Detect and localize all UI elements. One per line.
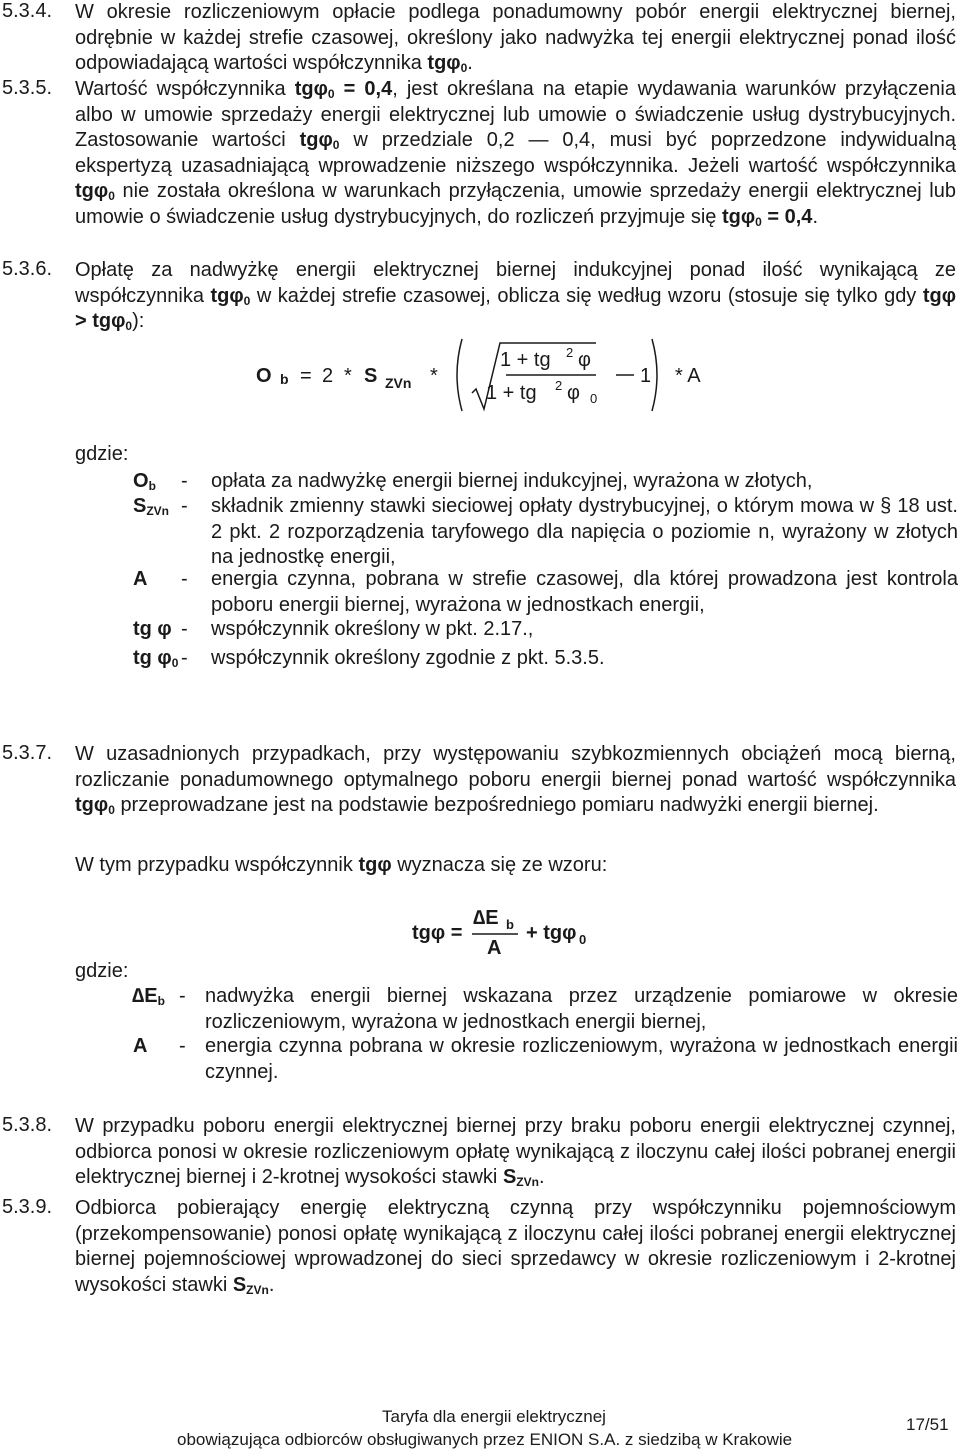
section-number: 5.3.6. (2, 258, 53, 280)
subscript: 0 (125, 319, 133, 334)
definition-dash: - (179, 1035, 186, 1057)
text-run: W tym przypadku współczynnik (75, 854, 353, 876)
subscript: 0 (332, 138, 340, 153)
bold-symbol: tgφ (75, 794, 109, 817)
definition-text: współczynnik określony zgodnie z pkt. 5.3.5. (211, 647, 605, 669)
formula-number: 2 (322, 365, 334, 387)
formula-denominator: 1 + tg (486, 382, 537, 404)
section-5-3-7-paragraph-2 (75, 853, 958, 879)
subscript: 0 (171, 656, 179, 670)
formula-symbol: S (364, 365, 378, 387)
subscript: 0 (460, 61, 468, 76)
text-run: Odbiorca pobierający energię elektryczną czynną przy współczynniku pojemnościowym (przekompensowanie) ponosi opłatę wynikającą z iloczynu całej ilości pobranej energii elektrycznej biernej pojemnościowej wprowadzonej do sieci sprzedawcy w okresie rozliczeniowym i 2-krotnej wysokości stawki (75, 1197, 956, 1296)
text-run: W okresie rozliczeniowym opłacie podlega ponadumowny pobór energii elektrycznej biernej, odrębnie w każdej strefie czasowej, określony jako nadwyżka tej energii elektrycznej ponad ilość odpowiadającą wartości współczynnika (75, 1, 956, 75)
text-run: w każdej strefie czasowej, oblicza się według wzoru (stosuje się tylko gdy (256, 284, 917, 307)
formula-subscript: ZVn (385, 375, 412, 391)
formula-subscript: b (506, 917, 514, 932)
text-run: Opłatę za nadwyżkę energii elektrycznej biernej indukcyjnej ponad ilość wynikającą ze współczynnika (75, 259, 956, 307)
bold-symbol: S (232, 1273, 247, 1296)
bold-symbol: tgφ > tgφ (75, 284, 956, 333)
text-run: wyznacza się ze wzoru: (397, 854, 608, 876)
subscript: ZVn (146, 504, 170, 518)
bold-symbol: tgφ (721, 205, 756, 228)
formula-numerator: ∆E (473, 907, 499, 929)
subscript: 0 (243, 293, 251, 308)
definition-dash: - (179, 985, 186, 1007)
definition-symbol (132, 984, 165, 1010)
definition-dash: - (181, 568, 188, 590)
page-number: 17/51 (906, 1415, 949, 1434)
formula-tail: * A (675, 365, 701, 387)
formula-lhs: tgφ = (412, 922, 463, 944)
text-run: przeprowadzane jest na podstawie bezpośredniego pomiaru nadwyżki energii biernej. (120, 794, 879, 817)
formula-subscript: b (280, 371, 289, 387)
text-run: Wartość współczynnika (75, 78, 286, 100)
symbol-text: S (133, 495, 147, 517)
definitions-list-2 (75, 984, 958, 1094)
formula-symbol: O (256, 365, 272, 387)
bold-symbol: S (502, 1166, 517, 1189)
formula-ob (0, 335, 960, 415)
definition-text: nadwyżka energii biernej wskazana przez urządzenie pomiarowe w okresie rozliczeniowym, wyrażona w jednostkach energii biernej, (205, 985, 958, 1033)
bold-value: = 0,4 (767, 205, 813, 228)
section-number: 5.3.8. (2, 1114, 53, 1136)
formula-operator: * (344, 365, 352, 387)
text-run: W uzasadnionych przypadkach, przy występowaniu szybkozmiennych obciążeń mocą bierną, rozliczanie ponadumownego optymalnego poboru energii biernej ponad wartość współczynnika (75, 743, 956, 791)
symbol-text: O (133, 470, 149, 492)
section-text (75, 1114, 956, 1191)
symbol-text: A (133, 1035, 148, 1057)
definition-dash: - (181, 618, 188, 640)
definition-text: opłata za nadwyżkę energii biernej indukcyjnej, wyrażona w złotych, (211, 470, 813, 492)
where-label: gdzie: (75, 960, 129, 982)
text-run: , jest określana na etapie wydawania warunków przyłączenia albo w umowie sprzedaży energii elektrycznej lub umowie o świadczenie usług dystrybucyjnych. Zastosowanie wartości (75, 78, 956, 152)
section-number: 5.3.9. (2, 1196, 53, 1218)
subscript: b (148, 479, 156, 493)
formula-subscript: 0 (590, 391, 598, 406)
formula-denominator: A (487, 937, 502, 959)
definition-symbol (133, 617, 172, 643)
definition-symbol (133, 646, 178, 672)
text-run: W przypadku poboru energii elektrycznej biernej przy braku poboru energii elektrycznej czynnej, odbiorca ponosi w okresie rozliczeniowym opłatę wynikającą z iloczynu całej ilości pobranej energii elektrycznej biernej i 2-krotnej wysokości stawki (75, 1115, 956, 1189)
subscript: ZVn (246, 1282, 269, 1297)
formula-phi: φ (567, 382, 580, 404)
formula-operator: = (300, 365, 312, 387)
definition-symbol (133, 567, 147, 593)
definitions-list-1 (75, 469, 958, 689)
symbol-text: ∆E (132, 985, 158, 1007)
subscript: 0 (755, 214, 762, 229)
definition-text: energia czynna pobrana w okresie rozliczeniowym, wyrażona w jednostkach energii czynnej. (205, 1035, 958, 1083)
formula-numerator: 1 + tg (500, 349, 551, 371)
formula-rhs: + tgφ (526, 922, 577, 944)
formula-exponent: 2 (566, 345, 574, 360)
footer-subtitle: obowiązująca odbiorców obsługiwanych przez ENION S.A. z siedzibą w Krakowie (177, 1430, 793, 1449)
section-text (75, 258, 956, 335)
symbol-text: tg φ (133, 647, 172, 669)
section-number: 5.3.5. (2, 77, 53, 99)
bold-value: = 0,4 (343, 78, 393, 100)
formula-operator: * (430, 365, 438, 387)
definition-text: współczynnik określony w pkt. 2.17., (211, 618, 534, 640)
section-number: 5.3.4. (2, 0, 53, 22)
formula-subscript: 0 (579, 932, 587, 947)
symbol-text: tg φ (133, 618, 172, 640)
section-text (75, 742, 956, 819)
definition-dash: - (181, 495, 188, 517)
section-text (75, 1196, 956, 1298)
formula-tg-phi (0, 905, 960, 965)
bold-symbol: tgφ (358, 854, 392, 876)
bold-symbol: tgφ (210, 284, 244, 307)
text-run: . (268, 1273, 275, 1296)
subscript: 0 (327, 87, 335, 101)
section-text (75, 0, 956, 77)
text-run: nie została określona w warunkach przyłączenia, umowie sprzedaży energii elektrycznej lub umowie o świadczenie usług dystrybucyjnych, do rozliczeń przyjmuje się (75, 180, 957, 228)
subscript: ZVn (516, 1175, 539, 1190)
bold-symbol: tgφ (294, 78, 328, 100)
definition-dash: - (181, 647, 188, 669)
bold-symbol: tgφ (427, 52, 461, 75)
text-run: . (538, 1166, 545, 1189)
formula-exponent: 2 (555, 378, 563, 393)
section-number: 5.3.7. (2, 742, 53, 764)
footer-title: Taryfa dla energii elektrycznej (382, 1407, 606, 1426)
definition-text: energia czynna, pobrana w strefie czasowej, dla której prowadzona jest kontrola poboru energii biernej, wyrażona w jednostkach energii, (211, 568, 958, 616)
formula-fraction-line (472, 932, 520, 936)
subscript: 0 (108, 803, 115, 818)
bold-symbol: tgφ (299, 129, 333, 152)
where-label: gdzie: (75, 443, 129, 465)
formula-number: 1 (640, 365, 652, 387)
text-run: ): (132, 310, 145, 333)
definition-dash: - (181, 470, 188, 492)
definition-symbol (133, 469, 156, 495)
subscript: 0 (108, 189, 115, 204)
definition-text: składnik zmienny stawki sieciowej opłaty dystrybucyjnej, o którym mowa w § 18 ust. 2 pkt. 2 rozporządzenia taryfowego dla napięcia o poziomie n, wyrażony w złotych na jednostkę energii, (211, 495, 958, 569)
symbol-text: A (133, 568, 148, 590)
section-text (75, 77, 956, 231)
formula-phi: φ (578, 349, 591, 371)
definition-symbol (133, 494, 169, 520)
definition-symbol (133, 1034, 147, 1060)
bold-symbol: tgφ (75, 180, 109, 203)
text-run: . (812, 205, 818, 228)
text-run: . (467, 52, 473, 75)
text-run: w przedziale 0,2 ― 0,4, musi być poprzedzone indywidualną ekspertyzą uzasadniającą wprowadzenie niższego współczynnika. Jeżeli wartość współczynnika (75, 129, 956, 177)
subscript: b (157, 994, 165, 1008)
